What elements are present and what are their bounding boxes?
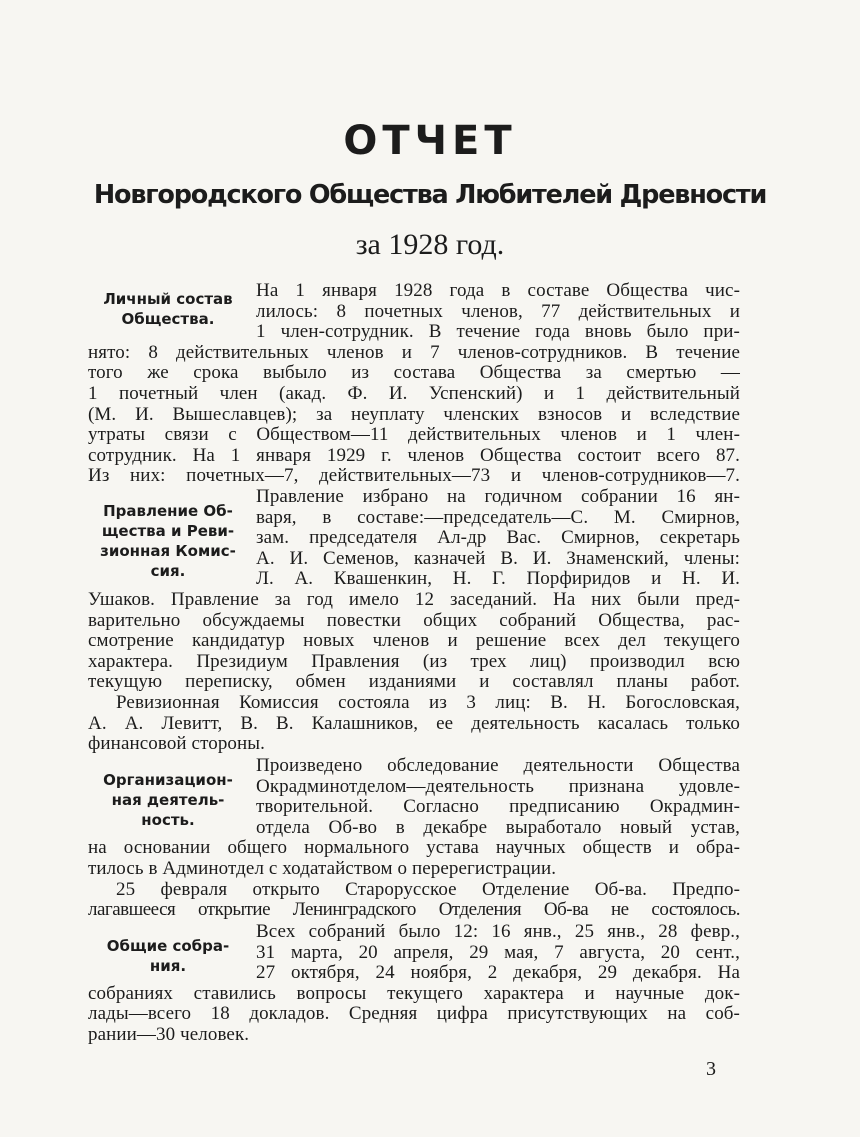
text-line: Окрадминотделом—деятельность признана удовле- [256,775,740,797]
section-meetings [88,922,740,1046]
side-heading-board [88,501,248,581]
text-line: на основании общего нормального устава научных обществ и обра- [88,837,740,859]
side-heading-membership [88,289,248,329]
text-line: смотрение кандидатур новых членов и решение всех дел текущего [88,630,740,652]
text-line: варительно обсуждаемы повестки общих собраний Общества, рас- [88,609,740,631]
text-line: лилось: 8 почетных членов, 77 действительных и [256,300,740,322]
text-line: лады—всего 18 докладов. Средняя цифра присутствующих на соб- [88,1003,740,1025]
side-heading-line: ная деятель- [111,791,225,809]
text-line: 1 член-сотрудник. В течение года вновь было при- [256,321,740,343]
side-heading-line: Общие собра- [106,937,230,955]
text-line: Л. А. Квашенкин, Н. Г. Порфиридов и Н. И. [256,568,740,590]
side-heading-line: сия. [150,562,186,580]
report-subtitle: Новгородского Общества Любителей Древности [93,180,767,210]
text-line: финансовой стороны. [88,733,266,755]
text-line: утраты связи с Обществом—11 действительных членов и 1 член- [88,424,740,446]
text-line: текущую переписку, обмен изданиями и составлял планы работ. [88,671,740,693]
text-line: (М. И. Вышеславцев); за неуплату членских взносов и вследствие [88,403,740,425]
text-line: Ревизионная Комиссия состояла из 3 лиц: В. Н. Богословская, [116,691,740,713]
text-line: рании—30 человек. [88,1023,250,1045]
text-line: отдела Об-во в декабре выработало новый устав, [256,816,740,838]
text-line: тилось в Админотдел с ходатайством о перерегистрации. [88,857,557,879]
text-line: 27 октября, 24 ноября, 2 декабря, 29 декабря. На [256,962,740,984]
side-heading-line: Организацион- [103,771,233,789]
text-line: На 1 января 1928 года в составе Общества чис- [256,280,740,301]
page-number: 3 [706,1058,716,1080]
text-line: характера. Президиум Правления (из трех лиц) производил всю [88,650,740,672]
report-title: ОТЧЕТ [343,118,517,164]
text-line: Из них: почетных—7, действительных—73 и членов-сотрудников—7. [88,465,740,487]
side-heading-line: ность. [141,811,195,829]
text-line: Ушаков. Правление за год имело 12 заседаний. На них были пред- [88,588,740,610]
report-year: за 1928 год. [355,228,505,261]
section-board [88,487,740,755]
text-line: творительной. Согласно предписанию Окрадмин- [256,796,740,818]
text-line: собраниях ставились вопросы текущего характера и научные док- [88,982,740,1004]
side-heading-line: ния. [149,957,187,975]
text-line: 31 марта, 20 апреля, 29 мая, 7 августа, 20 сент., [256,941,740,963]
side-heading-line: щества и Реви- [101,522,235,540]
text-line: того же срока выбыло из состава Общества за смертью — [88,362,740,384]
text-line: лагавшееся открытие Ленинградского Отделения Об-ва не состоялось. [88,899,740,921]
text-line: нято: 8 действительных членов и 7 членов-сотрудников. В течение [88,341,740,363]
text-line: А. А. Левитт, В. В. Калашников, ее деятельность касалась только [88,712,740,734]
side-heading-meetings [88,936,248,976]
side-heading-organization [88,770,248,830]
side-heading-line: Личный состав [103,290,233,308]
text-line: Произведено обследование деятельности Общества [256,755,740,776]
text-line: зам. председателя Ал-др Вас. Смирнов, секретарь [256,527,740,549]
section-organization [88,756,740,921]
section-membership [88,281,740,487]
text-line: Правление избрано на годичном собрании 16 ян- [256,486,740,507]
text-line: А. И. Семенов, казначей В. И. Знаменский, члены: [256,547,740,569]
side-heading-line: Общества. [121,310,215,328]
text-line: Всех собраний было 12: 16 янв., 25 янв., 28 февр., [256,921,740,942]
text-line: сотрудник. На 1 января 1929 г. членов Общества состоит всего 87. [88,444,740,466]
text-line: 1 почетный член (акад. Ф. И. Успенский) и 1 действительный [88,382,740,404]
side-heading-line: Правление Об- [103,502,233,520]
text-line: варя, в составе:—председатель—С. М. Смирнов, [256,506,740,528]
side-heading-line: зионная Комис- [100,542,236,560]
text-line: 25 февраля открыто Старорусское Отделение Об-ва. Предпо- [116,878,740,900]
